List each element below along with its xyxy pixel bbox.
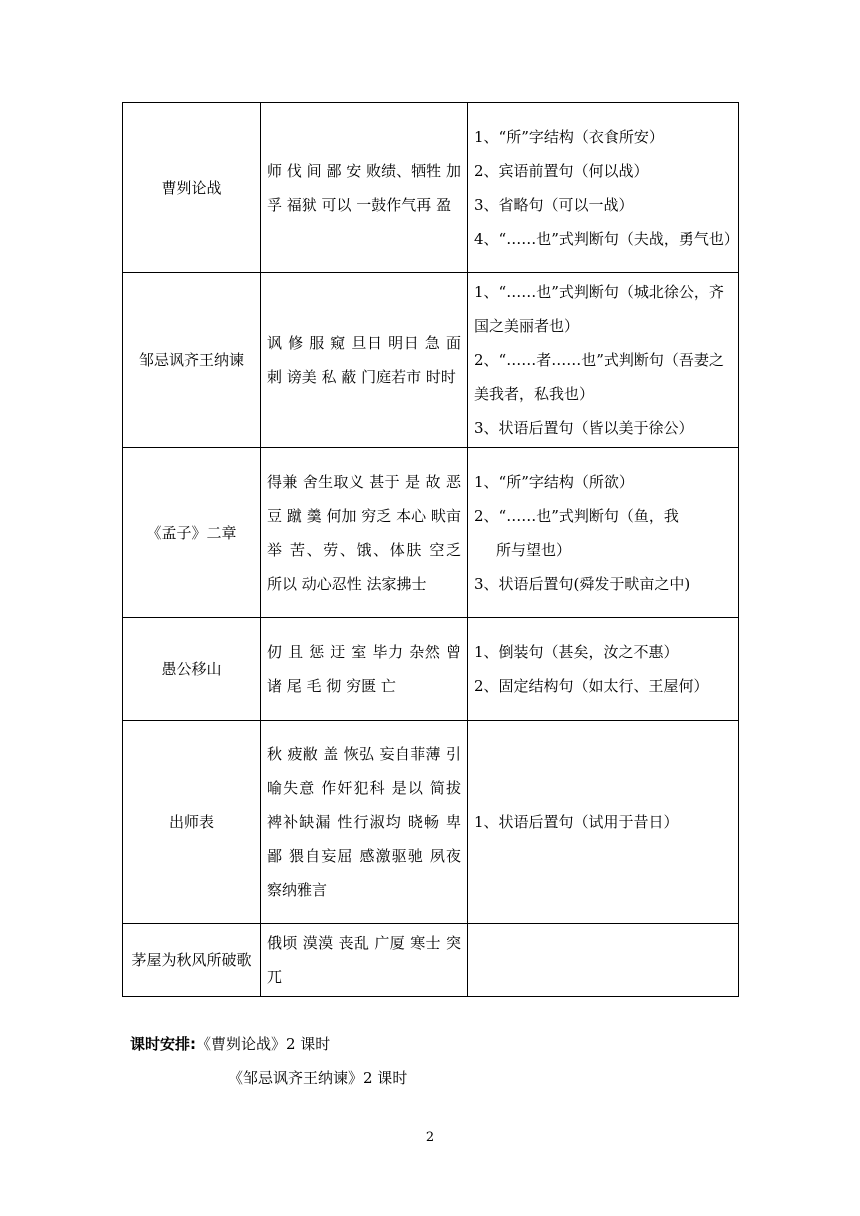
lesson-title: 茅屋为秋风所破歌: [123, 924, 261, 997]
grammar-item: 4、“……也”式判断句（夫战，勇气也）: [474, 229, 739, 248]
grammar-item: 1、“……也”式判断句（城北徐公，齐国之美丽者也）: [474, 283, 724, 335]
grammar-list: [468, 448, 739, 618]
lesson-title: 曹刿论战: [123, 103, 261, 273]
grammar-item: 3、状语后置句(舜发于畎亩之中): [474, 574, 691, 593]
schedule-line-1: 《曹刿论战》2 课时: [196, 1035, 331, 1053]
grammar-item: 1、状语后置句（试用于昔日）: [474, 813, 679, 831]
vocab-list: 讽 修 服 窥 旦日 明日 急 面刺 谤美 私 蔽 门庭若市 时时: [261, 273, 468, 448]
grammar-item: 所与望也）: [496, 540, 572, 559]
vocab-list: 得兼 舍生取义 甚于 是 故 恶 豆 蹴 羹 何加 穷乏 本心 畎亩 举 苦、劳、饿、体肤 空乏 所以 动心忍性 法家拂士: [261, 448, 468, 618]
grammar-item: 1、“所”字结构（所欲）: [474, 472, 634, 491]
grammar-item: 3、省略句（可以一战）: [474, 195, 634, 214]
lesson-title: 愚公移山: [123, 618, 261, 721]
table-row: [123, 721, 739, 924]
table-row: [123, 924, 739, 997]
grammar-item: 1、倒装句（甚矣，汝之不惠）: [474, 643, 679, 661]
vocab-list: 仞 且 惩 迂 室 毕力 杂然 曾 诸 尾 毛 彻 穷匮 亡: [261, 618, 468, 721]
table-row: [123, 448, 739, 618]
vocab-list: 俄顷 漠漠 丧乱 广厦 寒士 突兀: [261, 924, 468, 997]
table-row: [123, 273, 739, 448]
grammar-item: 1、“所”字结构（衣食所安）: [474, 127, 664, 146]
grammar-item: 2、固定结构句（如太行、王屋何）: [474, 677, 709, 695]
grammar-list: [468, 103, 739, 273]
grammar-list: [468, 721, 739, 924]
table-row: [123, 618, 739, 721]
grammar-item: 2、宾语前置句（何以战）: [474, 161, 649, 180]
schedule-line-2: 《邹忌讽齐王纳谏》2 课时: [228, 1069, 408, 1087]
lesson-schedule: [130, 1027, 407, 1095]
page-number: 2: [425, 1130, 435, 1145]
schedule-label: 课时安排:: [130, 1035, 196, 1053]
table-row: [123, 103, 739, 273]
lesson-title: 《孟子》二章: [123, 448, 261, 618]
grammar-item: 2、“……也”式判断句（鱼，我: [474, 506, 679, 525]
vocab-list: 师 伐 间 鄙 安 败绩、牺牲 加 孚 福狱 可以 一鼓作气再 盈: [261, 103, 468, 273]
grammar-item: 3、状语后置句（皆以美于徐公）: [474, 419, 694, 437]
grammar-list: [468, 924, 739, 997]
lesson-title: 出师表: [123, 721, 261, 924]
lesson-title: 邹忌讽齐王纳谏: [123, 273, 261, 448]
grammar-list: [468, 273, 739, 448]
grammar-list: [468, 618, 739, 721]
lesson-table: [122, 102, 739, 997]
vocab-list: 秋 疲敝 盖 恢弘 妄自菲薄 引喻失意 作奸犯科 是以 简拔 裨补缺漏 性行淑均 晓畅 卑鄙 猥自妄屈 感激驱驰 夙夜 察纳雅言: [261, 721, 468, 924]
grammar-item: 2、“……者……也”式判断句（吾妻之美我者，私我也）: [474, 351, 724, 403]
